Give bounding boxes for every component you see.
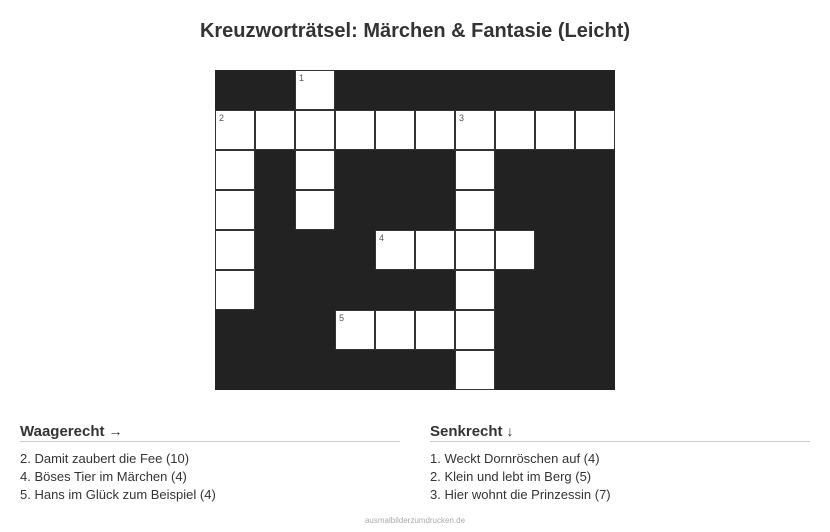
across-clues	[20, 422, 400, 504]
clue-number: 1	[299, 73, 305, 83]
across-clue: 2. Damit zaubert die Fee (10)	[20, 451, 190, 466]
across-clue: 4. Böses Tier im Märchen (4)	[20, 469, 187, 484]
crossword-cell[interactable]	[255, 110, 295, 150]
crossword-cell[interactable]	[335, 310, 375, 350]
crossword-cell[interactable]	[295, 70, 335, 110]
crossword-cell[interactable]	[215, 190, 255, 230]
crossword-cell[interactable]	[335, 110, 375, 150]
crossword-cell[interactable]	[535, 110, 575, 150]
footer-source: ausmalbilderzumdrucken.de	[364, 516, 466, 525]
crossword-cell[interactable]	[415, 310, 455, 350]
across-clue: 5. Hans im Glück zum Beispiel (4)	[20, 487, 216, 502]
crossword-cell[interactable]	[495, 110, 535, 150]
down-arrow-icon: ↓	[506, 423, 514, 439]
down-clue: 1. Weckt Dornröschen auf (4)	[430, 451, 600, 466]
crossword-cell[interactable]	[375, 310, 415, 350]
crossword-cell[interactable]	[415, 110, 455, 150]
down-heading	[430, 422, 810, 442]
clue-number: 3	[459, 113, 465, 123]
crossword-cell[interactable]	[455, 190, 495, 230]
right-arrow-icon: →	[108, 423, 123, 439]
across-heading	[20, 422, 400, 442]
crossword-cell[interactable]	[415, 230, 455, 270]
clue-number: 2	[219, 113, 225, 123]
down-clue: 3. Hier wohnt die Prinzessin (7)	[430, 487, 611, 502]
across-clue-list	[20, 450, 400, 504]
crossword-cell[interactable]	[455, 350, 495, 390]
crossword-cell[interactable]	[295, 190, 335, 230]
crossword-cell[interactable]	[375, 230, 415, 270]
crossword-cell[interactable]	[455, 310, 495, 350]
crossword-cell[interactable]	[295, 150, 335, 190]
crossword-cell[interactable]	[215, 150, 255, 190]
crossword-cell[interactable]	[375, 110, 415, 150]
crossword-cell[interactable]	[215, 230, 255, 270]
crossword-cell[interactable]	[455, 270, 495, 310]
crossword-cell[interactable]	[455, 110, 495, 150]
down-clue-list	[430, 450, 810, 504]
down-clue: 2. Klein und lebt im Berg (5)	[430, 469, 592, 484]
crossword-cell[interactable]	[455, 230, 495, 270]
page-title: Kreuzworträtsel: Märchen & Fantasie (Leicht)	[199, 20, 631, 42]
down-heading-label: Senkrecht	[430, 423, 503, 440]
crossword-cell[interactable]	[455, 150, 495, 190]
down-clues	[430, 422, 810, 504]
clue-number: 4	[379, 233, 385, 243]
crossword-cell[interactable]	[495, 230, 535, 270]
crossword-cell[interactable]	[215, 270, 255, 310]
crossword-grid	[215, 70, 615, 390]
crossword-cell[interactable]	[295, 110, 335, 150]
crossword-cell[interactable]	[215, 110, 255, 150]
across-heading-label: Waagerecht	[20, 423, 105, 440]
crossword-cell[interactable]	[575, 110, 615, 150]
clue-number: 5	[339, 313, 345, 323]
